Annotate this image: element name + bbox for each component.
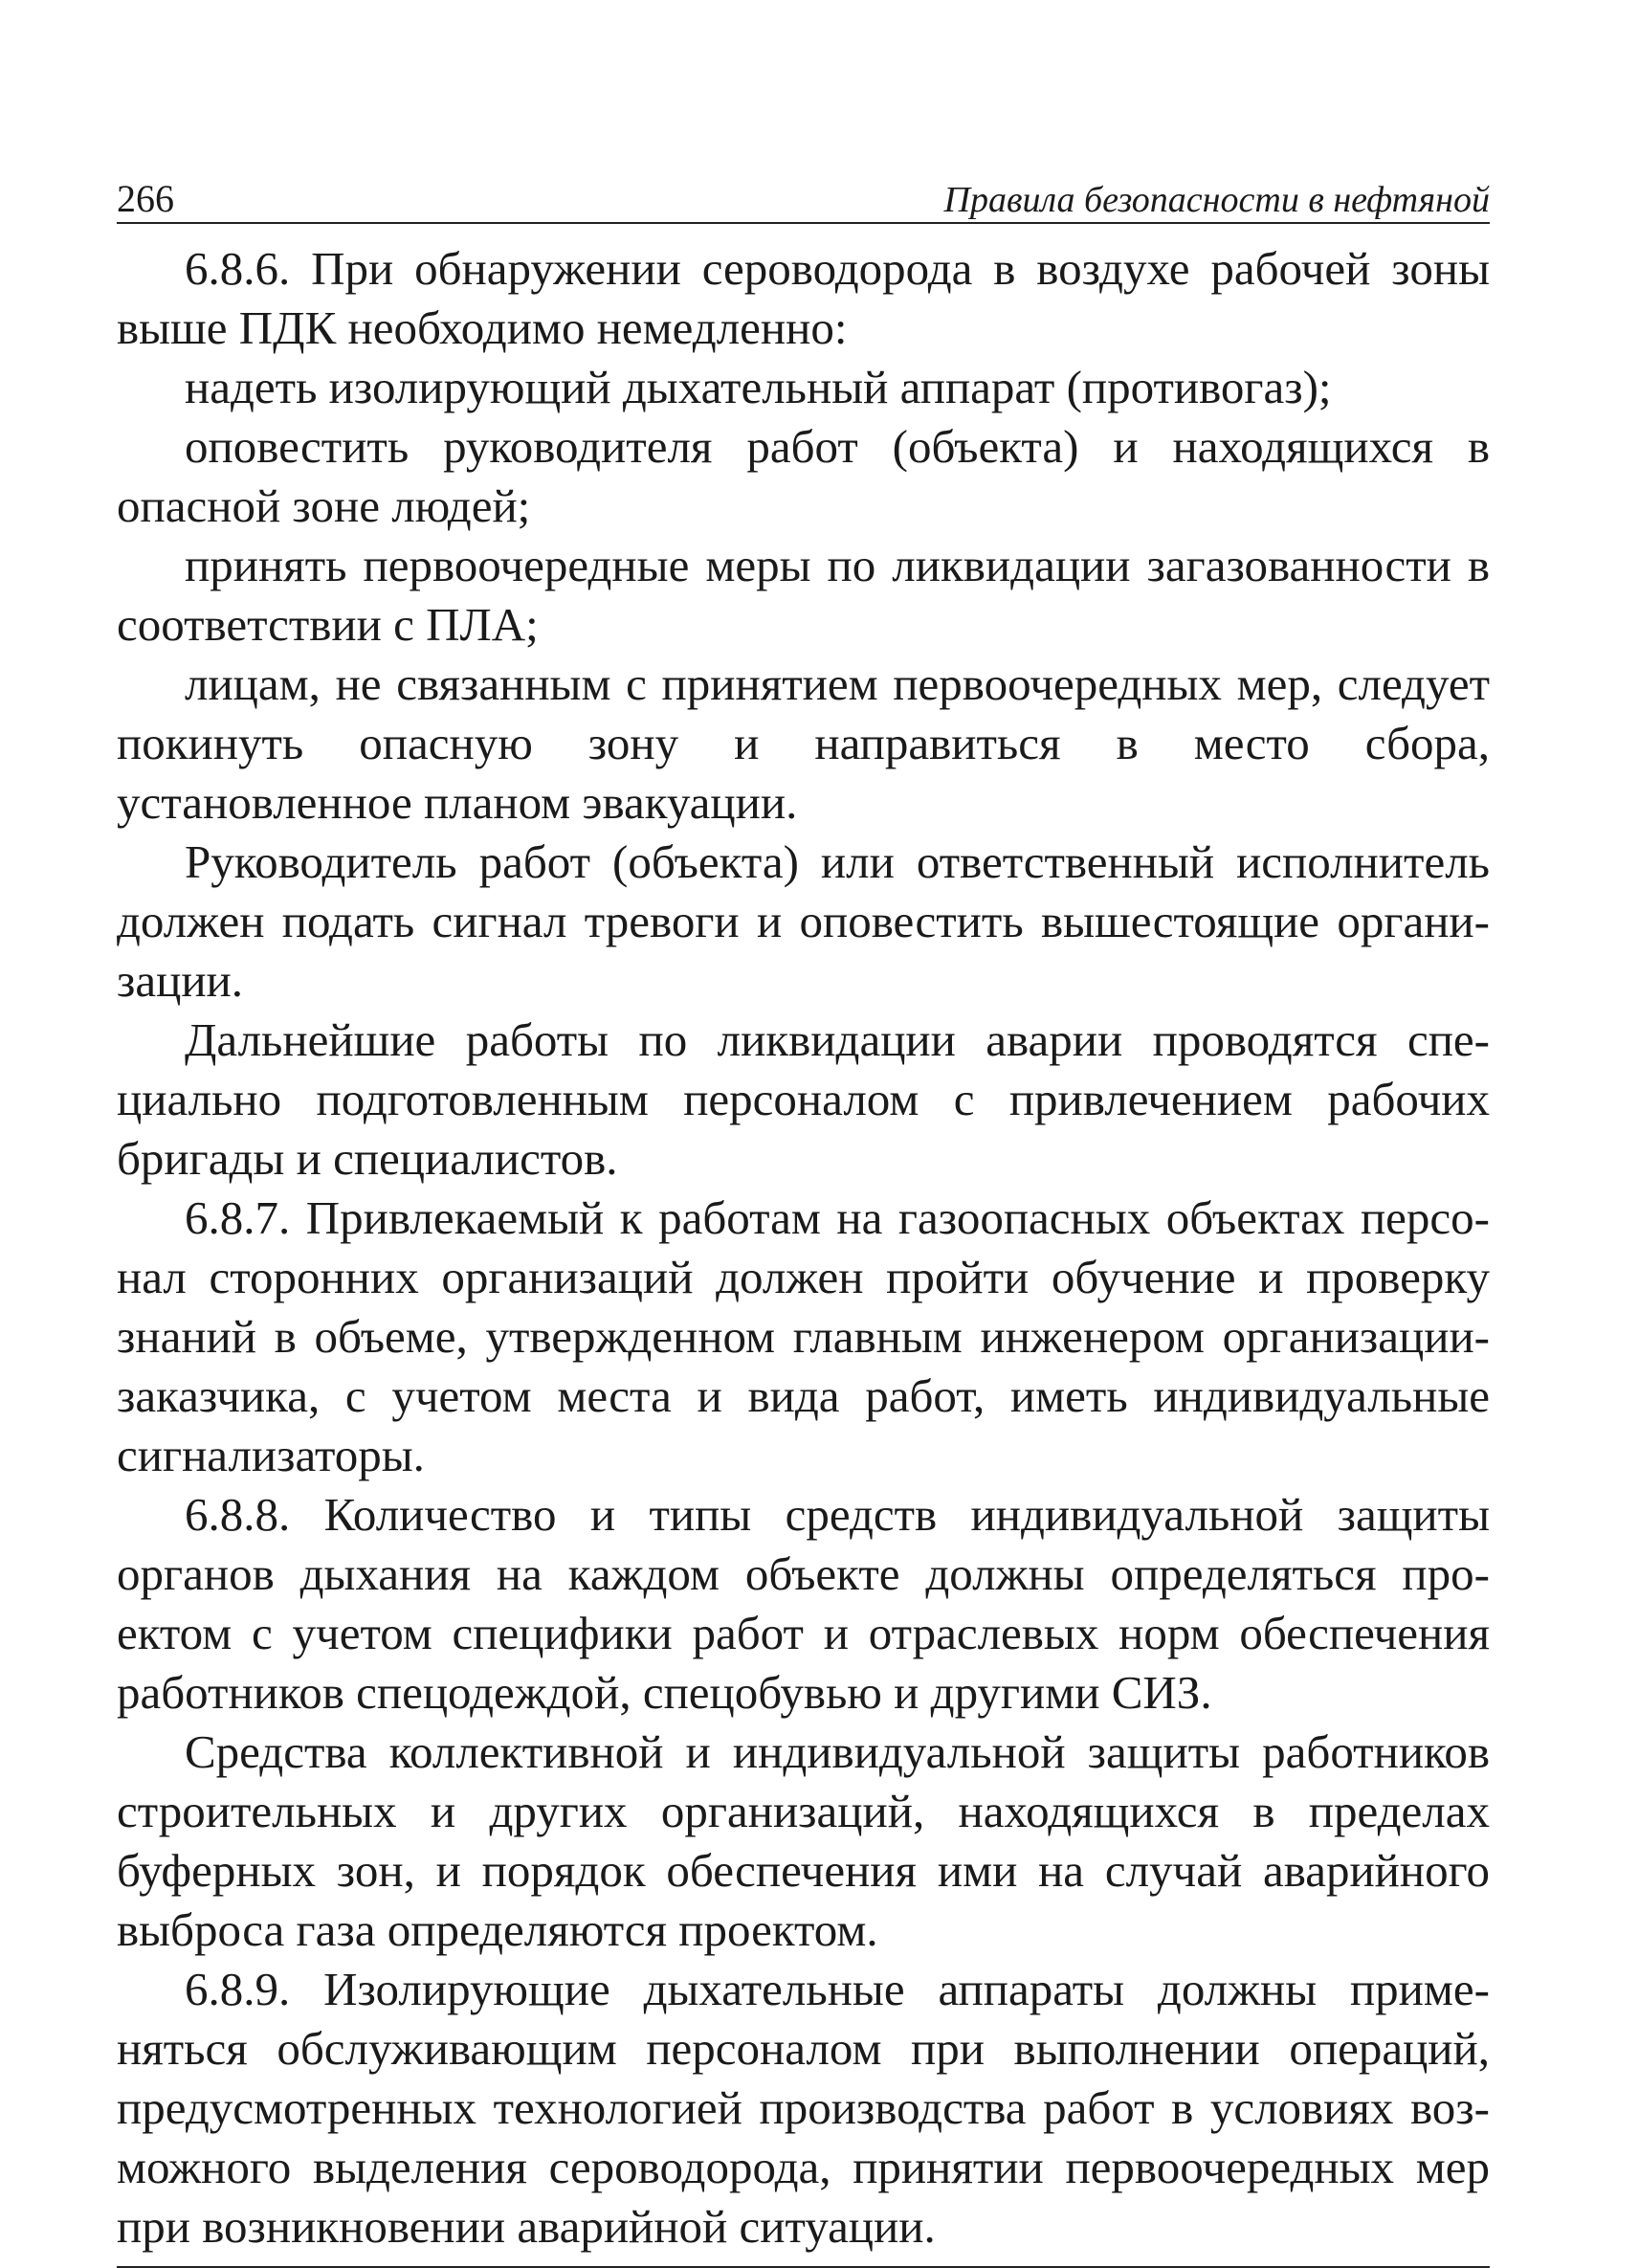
paragraph-6-8-9: 6.8.9. Изолирующие дыхательные аппараты должны применяться обслуживающим персоналом при выполнении операций, предусмотренных технологией производства работ в условиях возможного выделения сероводорода, принятии первоочередных мер при возникновении аварийной ситуации.: [117, 1963, 1490, 2253]
running-title: Правила безопасности в нефтяной: [943, 180, 1490, 220]
paragraph-item-respirator: надеть изолирующий дыхательный аппарат (противогаз);: [185, 361, 1332, 413]
book-page: [117, 168, 1490, 2268]
paragraph-6-8-6: 6.8.6. При обнаружении сероводорода в воздухе рабочей зоны выше ПДК необходимо немедленно:: [117, 242, 1490, 354]
body-text: [117, 239, 1490, 2257]
paragraph-collective-protection: Средства коллективной и индивидуальной защиты работников строительных и других организаций, находящихся в пределах буферных зон, и порядок обеспечения ими на случай аварийного выброса газа определяются проектом.: [117, 1725, 1490, 1956]
paragraph-further-work: Дальнейшие работы по ликвидации аварии проводятся специально подготовленным персоналом с привлечением рабочих бригады и специалистов.: [117, 1013, 1490, 1185]
paragraph-6-8-7: 6.8.7. Привлекаемый к работам на газоопасных объектах персонал сторонних организаций должен пройти обучение и проверку знаний в объеме, утвержденном главным инженером организации-заказчика, с учетом места и вида работ, иметь индивидуальные сигнализаторы.: [117, 1191, 1490, 1481]
paragraph-6-8-8: 6.8.8. Количество и типы средств индивидуальной защиты органов дыхания на каждом объекте должны определяться проектом с учетом специфики работ и отраслевых норм обеспечения работников спецодеждой, спецобувью и другими СИЗ.: [117, 1488, 1490, 1719]
paragraph-alarm: Руководитель работ (объекта) или ответственный исполнитель должен подать сигнал тревоги и оповестить вышестоящие организации.: [117, 835, 1490, 1007]
paragraph-item-evacuate: лицам, не связанным с принятием первоочередных мер, следует покинуть опасную зону и направиться в место сбора, установленное планом эвакуации.: [117, 657, 1490, 829]
paragraph-item-measures: принять первоочередные меры по ликвидации загазованности в соответствии с ПЛА;: [117, 539, 1490, 651]
paragraph-item-notify: оповестить руководителя работ (объекта) и находящихся в опасной зоне людей;: [117, 420, 1490, 532]
page-number: 266: [117, 177, 174, 220]
running-header: [117, 168, 1490, 224]
